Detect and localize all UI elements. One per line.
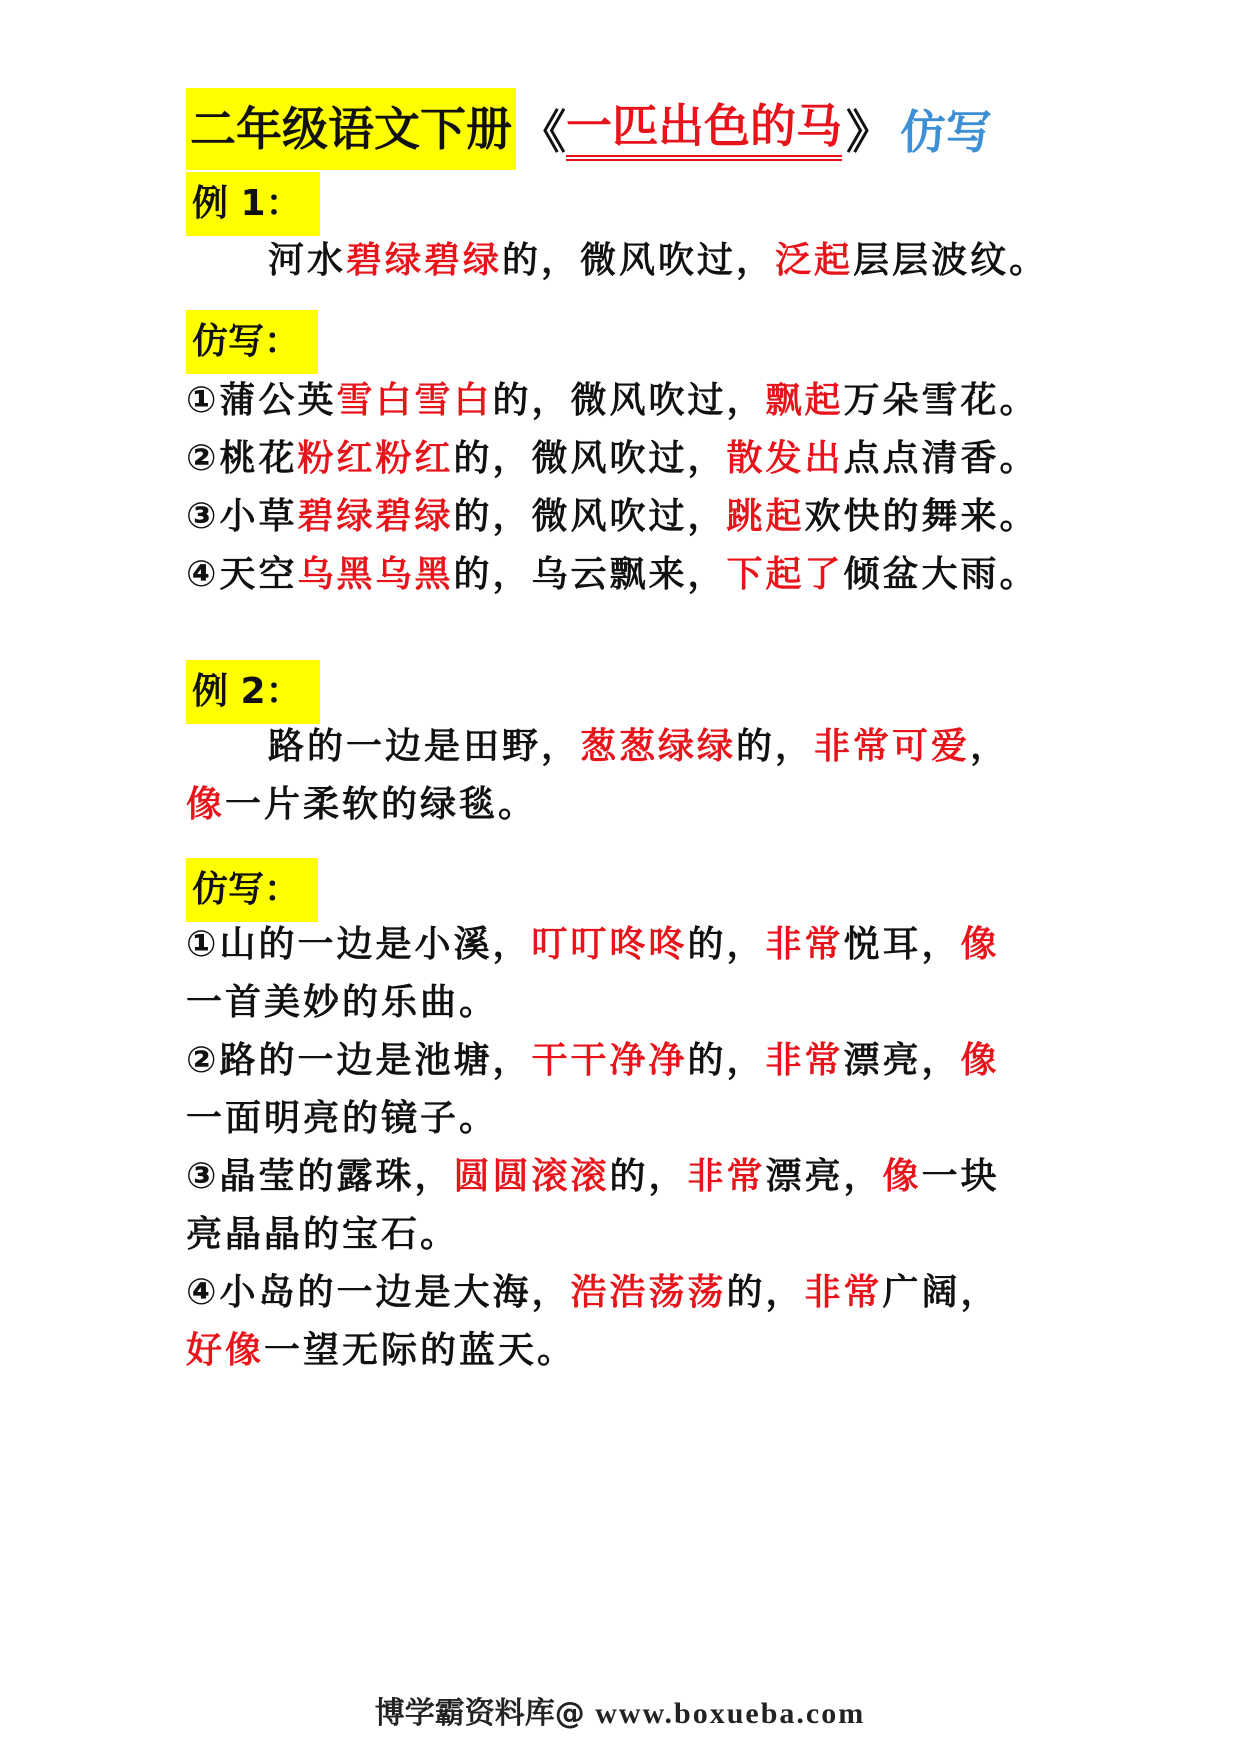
example2-item-1-line1 (186, 920, 1000, 970)
text-run: 悦耳， (843, 924, 961, 965)
title-grade: 二年级语文下册 (186, 88, 516, 170)
text-run: ②桃花 (186, 438, 298, 479)
example2-sentence-line1 (268, 722, 1009, 772)
highlighted-phrase: 浩浩荡荡 (570, 1272, 727, 1313)
text-run: 层层波纹。 (853, 240, 1049, 281)
example2-item-4-line1 (186, 1268, 1000, 1318)
text-run: ①蒲公英 (186, 380, 337, 421)
highlighted-phrase: 像 (186, 784, 226, 825)
text-run: 一块 (921, 1156, 1000, 1197)
text-run: 欢快的舞来。 (804, 496, 1039, 537)
text-run: 一首美妙的乐曲。 (186, 982, 499, 1023)
text-run: 的， (687, 924, 766, 965)
text-run: 的，微风吹过， (492, 380, 766, 421)
text-run: 一片柔软的绿毯。 (225, 784, 538, 825)
highlighted-phrase: 泛起 (775, 240, 854, 281)
text-run: 的， (736, 726, 815, 767)
example2-item-4-line2 (186, 1326, 576, 1376)
highlighted-phrase: 非常 (765, 1040, 844, 1081)
text-run: ③小草 (186, 496, 298, 537)
text-run: 河水 (268, 240, 347, 281)
text-run: 点点清香。 (843, 438, 1039, 479)
text-run: ④天空 (186, 554, 298, 595)
text-run: 广阔， (882, 1272, 1000, 1313)
highlighted-phrase: 雪白雪白 (336, 380, 493, 421)
text-run: ②路的一边是池塘， (186, 1040, 532, 1081)
highlighted-phrase: 非常 (804, 1272, 883, 1313)
text-run: 漂亮， (765, 1156, 883, 1197)
title-lesson: 一匹出色的马 (566, 97, 842, 161)
highlighted-phrase: 圆圆滚滚 (453, 1156, 610, 1197)
text-run: ④小岛的一边是大海， (186, 1272, 571, 1313)
example1-item-2 (186, 434, 1039, 484)
example1-item-3 (186, 492, 1039, 542)
text-run: ③晶莹的露珠， (186, 1156, 454, 1197)
example2-item-2-line2 (186, 1094, 498, 1144)
page-title (186, 88, 992, 170)
text-run: 的，乌云飘来， (453, 554, 727, 595)
text-run: 漂亮， (843, 1040, 961, 1081)
example2-item-2-line1 (186, 1036, 1000, 1086)
example1-label: 例 1： (186, 172, 320, 236)
highlighted-phrase: 好像 (186, 1330, 265, 1371)
text-run: 的，微风吹过， (502, 240, 776, 281)
text-run: 亮晶晶的宝石。 (186, 1214, 460, 1255)
text-run: 万朵雪花。 (843, 380, 1039, 421)
example2-sentence-line2 (186, 780, 537, 830)
footer-url: www.boxueba.com (595, 1697, 866, 1730)
text-run: 的， (687, 1040, 766, 1081)
example2-label: 例 2： (186, 660, 320, 724)
highlighted-phrase: 飘起 (765, 380, 844, 421)
example1-imitate-label: 仿写： (186, 310, 318, 374)
highlighted-phrase: 像 (882, 1156, 922, 1197)
highlighted-phrase: 非常可爱 (814, 726, 971, 767)
highlighted-phrase: 散发出 (726, 438, 844, 479)
text-run: ， (970, 726, 1010, 767)
highlighted-phrase: 非常 (687, 1156, 766, 1197)
example1-sentence (268, 236, 1048, 286)
text-run: 的， (726, 1272, 805, 1313)
footer-at: @ (554, 1696, 585, 1731)
highlighted-phrase: 乌黑乌黑 (297, 554, 454, 595)
footer-watermark (0, 1688, 1240, 1732)
footer-site-name: 博学霸资料库 (374, 1696, 555, 1731)
example1-item-4 (186, 550, 1039, 600)
text-run: 的，微风吹过， (453, 438, 727, 479)
highlighted-phrase: 非常 (765, 924, 844, 965)
example2-item-3-line2 (186, 1210, 459, 1260)
highlighted-phrase: 像 (960, 1040, 1000, 1081)
text-run: 一面明亮的镜子。 (186, 1098, 499, 1139)
text-run: 路的一边是田野， (268, 726, 581, 767)
highlighted-phrase: 下起了 (726, 554, 844, 595)
highlighted-phrase: 葱葱绿绿 (580, 726, 737, 767)
title-close-quote: 》 (846, 105, 892, 159)
example2-item-1-line2 (186, 978, 498, 1028)
text-run: 倾盆大雨。 (843, 554, 1039, 595)
highlighted-phrase: 粉红粉红 (297, 438, 454, 479)
text-run: 的， (609, 1156, 688, 1197)
example2-imitate-label: 仿写： (186, 858, 318, 922)
highlighted-phrase: 碧绿碧绿 (297, 496, 454, 537)
text-run: 的，微风吹过， (453, 496, 727, 537)
highlighted-phrase: 跳起 (726, 496, 805, 537)
text-run: 一望无际的蓝天。 (264, 1330, 577, 1371)
example2-item-3-line1 (186, 1152, 1000, 1202)
highlighted-phrase: 像 (960, 924, 1000, 965)
example1-item-1 (186, 376, 1039, 426)
highlighted-phrase: 碧绿碧绿 (346, 240, 503, 281)
highlighted-phrase: 干干净净 (531, 1040, 688, 1081)
title-open-quote: 《 (520, 105, 566, 159)
text-run: ①山的一边是小溪， (186, 924, 532, 965)
title-suffix: 仿写 (900, 105, 992, 159)
highlighted-phrase: 叮叮咚咚 (531, 924, 688, 965)
